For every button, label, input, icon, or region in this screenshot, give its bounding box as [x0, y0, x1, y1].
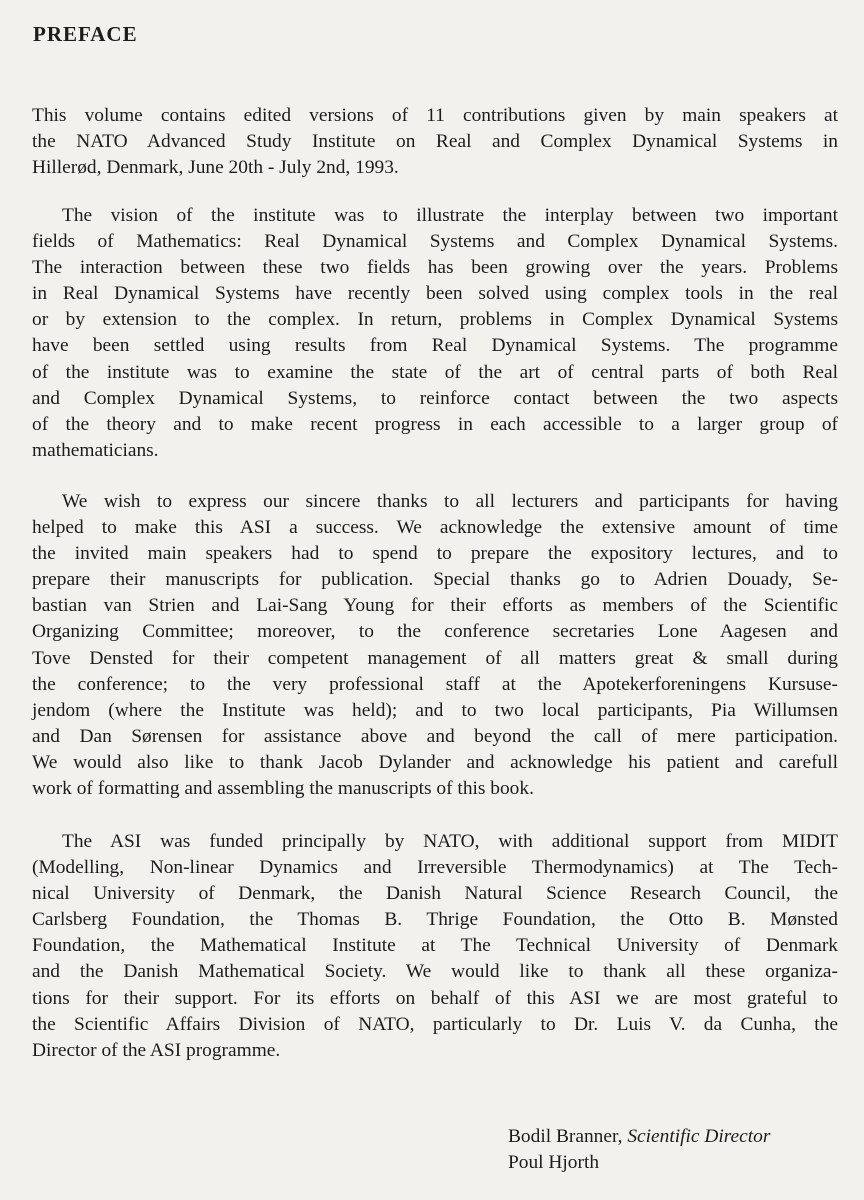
text-line: (Modelling, Non-linear Dynamics and Irreversible Thermodynamics) at The Tech- — [32, 857, 838, 879]
text-line: or by extension to the complex. In return, problems in Complex Dynamical Systems — [32, 309, 838, 331]
paragraph-thanks — [32, 489, 838, 802]
text-line: Hillerød, Denmark, June 20th - July 2nd, 1993. — [32, 157, 399, 179]
text-line: The ASI was funded principally by NATO, with additional support from MIDIT — [62, 831, 838, 852]
text-line: and Complex Dynamical Systems, to reinforce contact between the two aspects — [32, 387, 838, 409]
text-line: Carlsberg Foundation, the Thomas B. Thrige Foundation, the Otto B. Mønsted — [32, 909, 838, 931]
text-line: mathematicians. — [32, 439, 159, 461]
text-line: tions for their support. For its efforts on behalf of this ASI we are most grateful to — [32, 987, 838, 1009]
text-line: The interaction between these two fields has been growing over the years. Problems — [32, 257, 838, 279]
text-line: fields of Mathematics: Real Dynamical Systems and Complex Dynamical Systems. — [32, 231, 838, 253]
text-line: nical University of Denmark, the Danish Natural Science Research Council, the — [32, 883, 838, 905]
text-line: This volume contains edited versions of 11 contributions given by main speakers at — [32, 105, 838, 126]
text-line: helped to make this ASI a success. We acknowledge the extensive amount of time — [32, 517, 838, 539]
text-line: in Real Dynamical Systems have recently been solved using complex tools in the real — [32, 283, 838, 305]
text-line: Director of the ASI programme. — [32, 1039, 281, 1061]
text-line: We wish to express our sincere thanks to all lecturers and participants for having — [62, 491, 838, 512]
signature-line-1 — [508, 1124, 770, 1150]
text-line: prepare their manuscripts for publication. Special thanks go to Adrien Douady, Se- — [32, 569, 838, 591]
paragraph-funding — [32, 829, 838, 1064]
text-line: jendom (where the Institute was held); and to two local participants, Pia Willumsen — [32, 699, 838, 721]
text-line: work of formatting and assembling the manuscripts of this book. — [32, 778, 534, 800]
text-line: Tove Densted for their competent management of all matters great & small during — [32, 647, 838, 669]
text-line: and the Danish Mathematical Society. We would like to thank all these organiza- — [32, 961, 838, 983]
text-line: Foundation, the Mathematical Institute at The Technical University of Denmark — [32, 935, 838, 957]
text-line: the NATO Advanced Study Institute on Real and Complex Dynamical Systems in — [32, 131, 838, 153]
text-line: the invited main speakers had to spend to prepare the expository lectures, and to — [32, 543, 838, 565]
paragraph-intro — [32, 103, 838, 181]
text-line: and Dan Sørensen for assistance above and beyond the call of mere participation. — [32, 725, 838, 747]
text-line: the conference; to the very professional staff at the Apotekerforeningens Kursuse- — [32, 673, 838, 695]
signature-name: Bodil Branner, — [508, 1126, 623, 1147]
text-line: have been settled using results from Real Dynamical Systems. The programme — [32, 335, 838, 357]
text-line: of the institute was to examine the state of the art of central parts of both Real — [32, 361, 838, 383]
text-line: bastian van Strien and Lai-Sang Young for their efforts as members of the Scientific — [32, 595, 838, 617]
text-line: the Scientific Affairs Division of NATO, particularly to Dr. Luis V. da Cunha, the — [32, 1013, 838, 1035]
signature-title: Scientific Director — [627, 1126, 771, 1147]
signature-line-2 — [508, 1150, 770, 1176]
paragraph-vision — [32, 203, 838, 464]
text-line: The vision of the institute was to illustrate the interplay between two important — [62, 205, 838, 226]
text-line: of the theory and to make recent progress in each accessible to a larger group of — [32, 413, 838, 435]
text-line: We would also like to thank Jacob Dylander and acknowledge his patient and carefull — [32, 751, 838, 773]
page-title: PREFACE — [33, 22, 138, 46]
signature-name: Poul Hjorth — [508, 1152, 600, 1173]
signature-block — [508, 1124, 770, 1176]
text-line: Organizing Committee; moreover, to the conference secretaries Lone Aagesen and — [32, 621, 838, 643]
